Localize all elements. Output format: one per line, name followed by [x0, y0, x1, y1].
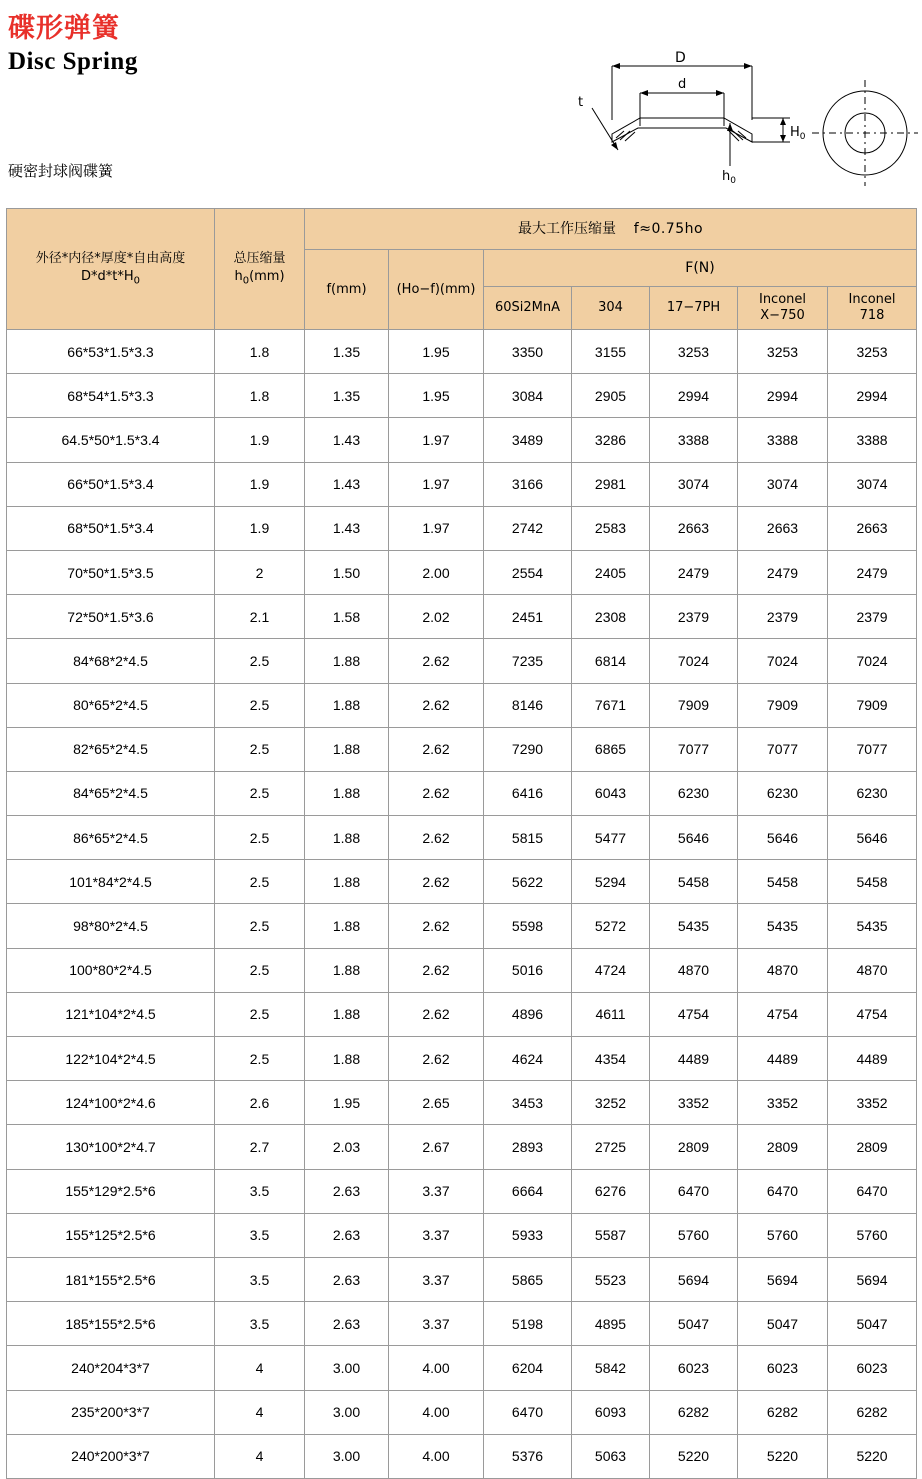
disc-spring-spec-table: [6, 208, 917, 1479]
cell-force-2: 5646: [650, 816, 738, 860]
spec-table-body: [7, 330, 917, 1479]
cell-force-2: 6470: [650, 1169, 738, 1213]
cell-force-0: 3489: [484, 418, 572, 462]
cell-spec: 98*80*2*4.5: [7, 904, 215, 948]
cell-force-0: 7235: [484, 639, 572, 683]
cell-spec: 181*155*2.5*6: [7, 1257, 215, 1301]
cell-force-4: 7077: [828, 727, 917, 771]
cell-spec: 122*104*2*4.5: [7, 1037, 215, 1081]
cell-spec: 155*129*2.5*6: [7, 1169, 215, 1213]
page-title-chinese: 碟形弹簧: [8, 13, 120, 44]
cell-force-2: 2379: [650, 595, 738, 639]
cell-f: 1.88: [305, 860, 389, 904]
cell-spec: 66*53*1.5*3.3: [7, 330, 215, 374]
cell-total-compression: 2: [215, 550, 305, 594]
page-title-english: Disc Spring: [8, 48, 138, 75]
cell-ho-minus-f: 2.00: [389, 550, 484, 594]
cell-force-4: 6023: [828, 1346, 917, 1390]
cell-f: 2.63: [305, 1302, 389, 1346]
cell-total-compression: 1.8: [215, 330, 305, 374]
cell-spec: 100*80*2*4.5: [7, 948, 215, 992]
table-row: [7, 727, 917, 771]
cell-force-2: 3388: [650, 418, 738, 462]
cell-f: 1.88: [305, 904, 389, 948]
cell-ho-minus-f: 4.00: [389, 1346, 484, 1390]
cell-spec: 130*100*2*4.7: [7, 1125, 215, 1169]
cell-force-1: 6093: [572, 1390, 650, 1434]
cell-force-0: 6416: [484, 771, 572, 815]
col-header-max-working-compression: 最大工作压缩量 f≈0.75ho: [305, 209, 917, 250]
cell-force-3: 7077: [738, 727, 828, 771]
cell-spec: 80*65*2*4.5: [7, 683, 215, 727]
cell-force-2: 5694: [650, 1257, 738, 1301]
cell-ho-minus-f: 2.67: [389, 1125, 484, 1169]
cell-total-compression: 2.6: [215, 1081, 305, 1125]
cell-force-0: 6470: [484, 1390, 572, 1434]
cell-force-4: 5646: [828, 816, 917, 860]
col-header-material-3: Inconel X−750: [738, 287, 828, 330]
cell-spec: 86*65*2*4.5: [7, 816, 215, 860]
cell-force-0: 2742: [484, 506, 572, 550]
cell-force-4: 6470: [828, 1169, 917, 1213]
cell-f: 1.88: [305, 1037, 389, 1081]
cell-f: 2.03: [305, 1125, 389, 1169]
cell-force-3: 3253: [738, 330, 828, 374]
cell-force-1: 2308: [572, 595, 650, 639]
cell-force-3: 4489: [738, 1037, 828, 1081]
cell-force-2: 4754: [650, 992, 738, 1036]
cell-ho-minus-f: 3.37: [389, 1302, 484, 1346]
cell-force-1: 3155: [572, 330, 650, 374]
table-row: [7, 1037, 917, 1081]
cell-force-4: 6230: [828, 771, 917, 815]
cell-force-4: 3388: [828, 418, 917, 462]
cell-f: 3.00: [305, 1390, 389, 1434]
cell-total-compression: 2.5: [215, 639, 305, 683]
cell-f: 1.88: [305, 816, 389, 860]
cell-ho-minus-f: 1.95: [389, 330, 484, 374]
cell-ho-minus-f: 2.62: [389, 727, 484, 771]
cell-total-compression: 2.1: [215, 595, 305, 639]
label-outer-diameter: D: [675, 50, 686, 66]
cell-spec: 101*84*2*4.5: [7, 860, 215, 904]
cell-ho-minus-f: 2.62: [389, 683, 484, 727]
cell-force-3: 5694: [738, 1257, 828, 1301]
label-free-height: $H_0$: [790, 125, 806, 142]
cell-force-3: 6282: [738, 1390, 828, 1434]
cell-force-0: 3453: [484, 1081, 572, 1125]
cell-ho-minus-f: 3.37: [389, 1257, 484, 1301]
cell-f: 1.88: [305, 639, 389, 683]
table-row: [7, 374, 917, 418]
cell-spec: 84*68*2*4.5: [7, 639, 215, 683]
cell-force-2: 7909: [650, 683, 738, 727]
cell-ho-minus-f: 2.65: [389, 1081, 484, 1125]
cell-force-0: 7290: [484, 727, 572, 771]
cell-force-0: 2893: [484, 1125, 572, 1169]
cell-force-0: 4896: [484, 992, 572, 1036]
cell-force-3: 2479: [738, 550, 828, 594]
cell-total-compression: 2.5: [215, 1037, 305, 1081]
cell-force-1: 4354: [572, 1037, 650, 1081]
cell-force-3: 2994: [738, 374, 828, 418]
cell-force-4: 4870: [828, 948, 917, 992]
cell-force-4: 4489: [828, 1037, 917, 1081]
cell-force-3: 6230: [738, 771, 828, 815]
cell-force-4: 3352: [828, 1081, 917, 1125]
cell-f: 1.95: [305, 1081, 389, 1125]
cell-force-2: 4870: [650, 948, 738, 992]
cell-ho-minus-f: 2.62: [389, 948, 484, 992]
cell-force-4: 5694: [828, 1257, 917, 1301]
cell-force-3: 3388: [738, 418, 828, 462]
table-row: [7, 816, 917, 860]
cell-ho-minus-f: 2.62: [389, 860, 484, 904]
col-header-force: F(N): [484, 250, 917, 287]
cell-total-compression: 2.5: [215, 727, 305, 771]
cell-force-2: 5458: [650, 860, 738, 904]
cell-total-compression: 2.5: [215, 771, 305, 815]
cell-f: 1.88: [305, 992, 389, 1036]
cell-force-2: 5220: [650, 1434, 738, 1478]
table-row: [7, 1169, 917, 1213]
cell-force-1: 5477: [572, 816, 650, 860]
cell-force-0: 2451: [484, 595, 572, 639]
cell-force-1: 6043: [572, 771, 650, 815]
cell-force-1: 6865: [572, 727, 650, 771]
disc-spring-diagram: [540, 38, 920, 186]
cell-f: 1.88: [305, 948, 389, 992]
cell-spec: 66*50*1.5*3.4: [7, 462, 215, 506]
cell-force-3: 3074: [738, 462, 828, 506]
cell-ho-minus-f: 2.62: [389, 816, 484, 860]
cell-ho-minus-f: 2.62: [389, 904, 484, 948]
cell-force-1: 5294: [572, 860, 650, 904]
cell-spec: 235*200*3*7: [7, 1390, 215, 1434]
col-header-f: f(mm): [305, 250, 389, 330]
cell-force-3: 5220: [738, 1434, 828, 1478]
table-row: [7, 1257, 917, 1301]
cell-force-4: 5435: [828, 904, 917, 948]
cell-force-2: 5047: [650, 1302, 738, 1346]
cell-total-compression: 2.5: [215, 904, 305, 948]
cell-total-compression: 3.5: [215, 1302, 305, 1346]
cell-ho-minus-f: 3.37: [389, 1169, 484, 1213]
cell-f: 1.35: [305, 374, 389, 418]
cell-force-0: 2554: [484, 550, 572, 594]
cell-force-1: 2981: [572, 462, 650, 506]
cell-force-2: 3253: [650, 330, 738, 374]
h0-subscript: 0: [242, 275, 250, 287]
cell-force-1: 4895: [572, 1302, 650, 1346]
cell-f: 3.00: [305, 1346, 389, 1390]
table-row: [7, 462, 917, 506]
table-row: [7, 506, 917, 550]
cell-f: 1.43: [305, 418, 389, 462]
cell-force-4: 7909: [828, 683, 917, 727]
cell-force-3: 5435: [738, 904, 828, 948]
cell-force-2: 7077: [650, 727, 738, 771]
cell-ho-minus-f: 3.37: [389, 1213, 484, 1257]
cell-force-0: 6204: [484, 1346, 572, 1390]
cell-force-1: 7671: [572, 683, 650, 727]
cell-ho-minus-f: 2.62: [389, 771, 484, 815]
label-thickness: t: [578, 95, 584, 110]
cell-force-0: 5622: [484, 860, 572, 904]
table-row: [7, 1390, 917, 1434]
cell-ho-minus-f: 2.62: [389, 1037, 484, 1081]
cell-force-0: 6664: [484, 1169, 572, 1213]
col-header-material-2: 17−7PH: [650, 287, 738, 330]
cell-force-0: 3084: [484, 374, 572, 418]
cell-f: 1.50: [305, 550, 389, 594]
cell-total-compression: 2.7: [215, 1125, 305, 1169]
cell-force-4: 4754: [828, 992, 917, 1036]
cell-f: 1.43: [305, 506, 389, 550]
cell-force-2: 2809: [650, 1125, 738, 1169]
table-row: [7, 550, 917, 594]
cell-force-3: 2663: [738, 506, 828, 550]
table-row: [7, 1302, 917, 1346]
cell-total-compression: 2.5: [215, 816, 305, 860]
table-row: [7, 639, 917, 683]
cell-spec: 70*50*1.5*3.5: [7, 550, 215, 594]
cell-total-compression: 4: [215, 1390, 305, 1434]
cell-force-4: 6282: [828, 1390, 917, 1434]
col-header-material-0: 60Si2MnA: [484, 287, 572, 330]
cell-force-3: 5047: [738, 1302, 828, 1346]
table-row: [7, 1434, 917, 1478]
cell-total-compression: 1.8: [215, 374, 305, 418]
table-row: [7, 330, 917, 374]
cell-total-compression: 4: [215, 1346, 305, 1390]
cell-force-3: 4870: [738, 948, 828, 992]
cell-force-1: 5587: [572, 1213, 650, 1257]
cell-ho-minus-f: 1.95: [389, 374, 484, 418]
cell-force-3: 6023: [738, 1346, 828, 1390]
cell-force-2: 5760: [650, 1213, 738, 1257]
cell-spec: 72*50*1.5*3.6: [7, 595, 215, 639]
cell-force-4: 3074: [828, 462, 917, 506]
cell-total-compression: 2.5: [215, 992, 305, 1036]
table-row: [7, 683, 917, 727]
cell-force-1: 4724: [572, 948, 650, 992]
cell-spec: 82*65*2*4.5: [7, 727, 215, 771]
cell-f: 1.88: [305, 683, 389, 727]
table-row: [7, 1213, 917, 1257]
cell-f: 2.63: [305, 1257, 389, 1301]
cell-force-0: 5376: [484, 1434, 572, 1478]
cell-force-1: 5842: [572, 1346, 650, 1390]
cell-force-4: 5760: [828, 1213, 917, 1257]
col-header-material-4: Inconel 718: [828, 287, 917, 330]
table-row: [7, 418, 917, 462]
cell-force-4: 5047: [828, 1302, 917, 1346]
cell-force-4: 2479: [828, 550, 917, 594]
cell-force-1: 5063: [572, 1434, 650, 1478]
cell-total-compression: 2.5: [215, 683, 305, 727]
cell-force-0: 5016: [484, 948, 572, 992]
cell-spec: 240*204*3*7: [7, 1346, 215, 1390]
cell-total-compression: 4: [215, 1434, 305, 1478]
table-row: [7, 860, 917, 904]
table-row: [7, 1346, 917, 1390]
cell-force-3: 3352: [738, 1081, 828, 1125]
cell-force-2: 3352: [650, 1081, 738, 1125]
label-cone-height: $h_0$: [722, 169, 736, 186]
cell-f: 1.88: [305, 771, 389, 815]
cell-total-compression: 2.5: [215, 948, 305, 992]
cell-force-1: 2725: [572, 1125, 650, 1169]
cell-f: 1.58: [305, 595, 389, 639]
cell-force-1: 5523: [572, 1257, 650, 1301]
cell-force-0: 3166: [484, 462, 572, 506]
cell-force-3: 5760: [738, 1213, 828, 1257]
cell-force-4: 3253: [828, 330, 917, 374]
cell-f: 3.00: [305, 1434, 389, 1478]
cell-force-4: 2994: [828, 374, 917, 418]
cell-force-0: 8146: [484, 683, 572, 727]
cell-force-4: 5220: [828, 1434, 917, 1478]
cell-force-0: 5198: [484, 1302, 572, 1346]
cell-total-compression: 1.9: [215, 506, 305, 550]
cell-force-1: 2405: [572, 550, 650, 594]
cell-total-compression: 1.9: [215, 462, 305, 506]
cell-force-3: 2379: [738, 595, 828, 639]
cell-spec: 68*50*1.5*3.4: [7, 506, 215, 550]
cell-force-4: 2663: [828, 506, 917, 550]
cell-total-compression: 3.5: [215, 1213, 305, 1257]
cell-total-compression: 2.5: [215, 860, 305, 904]
cell-force-3: 5646: [738, 816, 828, 860]
cell-spec: 68*54*1.5*3.3: [7, 374, 215, 418]
cell-force-2: 6023: [650, 1346, 738, 1390]
cell-spec: 124*100*2*4.6: [7, 1081, 215, 1125]
cell-force-3: 6470: [738, 1169, 828, 1213]
table-row: [7, 771, 917, 815]
cell-force-4: 7024: [828, 639, 917, 683]
col-header-ho-minus-f: (Ho−f)(mm): [389, 250, 484, 330]
cell-spec: 84*65*2*4.5: [7, 771, 215, 815]
cell-force-1: 3252: [572, 1081, 650, 1125]
cell-spec: 240*200*3*7: [7, 1434, 215, 1478]
cell-force-0: 5815: [484, 816, 572, 860]
cell-ho-minus-f: 4.00: [389, 1434, 484, 1478]
col-header-total-compression: 总压缩量 $h_0(mm)$: [215, 209, 305, 330]
table-row: [7, 1081, 917, 1125]
cell-force-4: 2379: [828, 595, 917, 639]
cell-force-1: 6814: [572, 639, 650, 683]
cell-ho-minus-f: 1.97: [389, 418, 484, 462]
cell-force-2: 2479: [650, 550, 738, 594]
cell-force-3: 4754: [738, 992, 828, 1036]
cell-force-0: 5598: [484, 904, 572, 948]
table-row: [7, 948, 917, 992]
cell-force-3: 5458: [738, 860, 828, 904]
cell-force-1: 6276: [572, 1169, 650, 1213]
cell-force-0: 3350: [484, 330, 572, 374]
cell-ho-minus-f: 4.00: [389, 1390, 484, 1434]
col-header-spec: 外径*内径*厚度*自由高度 $D*d*t*H_0$: [7, 209, 215, 330]
cell-total-compression: 3.5: [215, 1169, 305, 1213]
cell-f: 1.43: [305, 462, 389, 506]
cell-force-4: 2809: [828, 1125, 917, 1169]
col-header-material-1: 304: [572, 287, 650, 330]
cell-total-compression: 1.9: [215, 418, 305, 462]
label-inner-diameter: d: [678, 77, 687, 92]
cell-ho-minus-f: 1.97: [389, 462, 484, 506]
cell-spec: 64.5*50*1.5*3.4: [7, 418, 215, 462]
cell-force-1: 2905: [572, 374, 650, 418]
table-row: [7, 904, 917, 948]
cell-force-1: 4611: [572, 992, 650, 1036]
cell-ho-minus-f: 2.02: [389, 595, 484, 639]
cell-f: 1.88: [305, 727, 389, 771]
spec-subscript: 0: [133, 275, 140, 287]
cell-spec: 185*155*2.5*6: [7, 1302, 215, 1346]
cell-f: 2.63: [305, 1213, 389, 1257]
cell-force-1: 2583: [572, 506, 650, 550]
cell-force-2: 3074: [650, 462, 738, 506]
table-row: [7, 595, 917, 639]
disc-spring-svg: [540, 38, 920, 186]
table-row: [7, 1125, 917, 1169]
cell-force-2: 6230: [650, 771, 738, 815]
cell-force-0: 4624: [484, 1037, 572, 1081]
cell-force-3: 2809: [738, 1125, 828, 1169]
cell-force-0: 5865: [484, 1257, 572, 1301]
cell-force-2: 7024: [650, 639, 738, 683]
cell-force-1: 5272: [572, 904, 650, 948]
cell-f: 1.35: [305, 330, 389, 374]
group-formula: f≈0.75ho: [633, 220, 704, 237]
cell-force-1: 3286: [572, 418, 650, 462]
cell-force-3: 7909: [738, 683, 828, 727]
cell-f: 2.63: [305, 1169, 389, 1213]
table-row: [7, 992, 917, 1036]
cell-force-0: 5933: [484, 1213, 572, 1257]
cell-force-3: 7024: [738, 639, 828, 683]
cell-ho-minus-f: 2.62: [389, 992, 484, 1036]
cell-ho-minus-f: 1.97: [389, 506, 484, 550]
cell-total-compression: 3.5: [215, 1257, 305, 1301]
cell-force-2: 2663: [650, 506, 738, 550]
cell-force-4: 5458: [828, 860, 917, 904]
section-subtitle: 硬密封球阀碟簧: [8, 162, 114, 180]
cell-force-2: 2994: [650, 374, 738, 418]
cell-spec: 121*104*2*4.5: [7, 992, 215, 1036]
cell-spec: 155*125*2.5*6: [7, 1213, 215, 1257]
cell-ho-minus-f: 2.62: [389, 639, 484, 683]
cell-force-2: 4489: [650, 1037, 738, 1081]
cell-force-2: 5435: [650, 904, 738, 948]
cell-force-2: 6282: [650, 1390, 738, 1434]
